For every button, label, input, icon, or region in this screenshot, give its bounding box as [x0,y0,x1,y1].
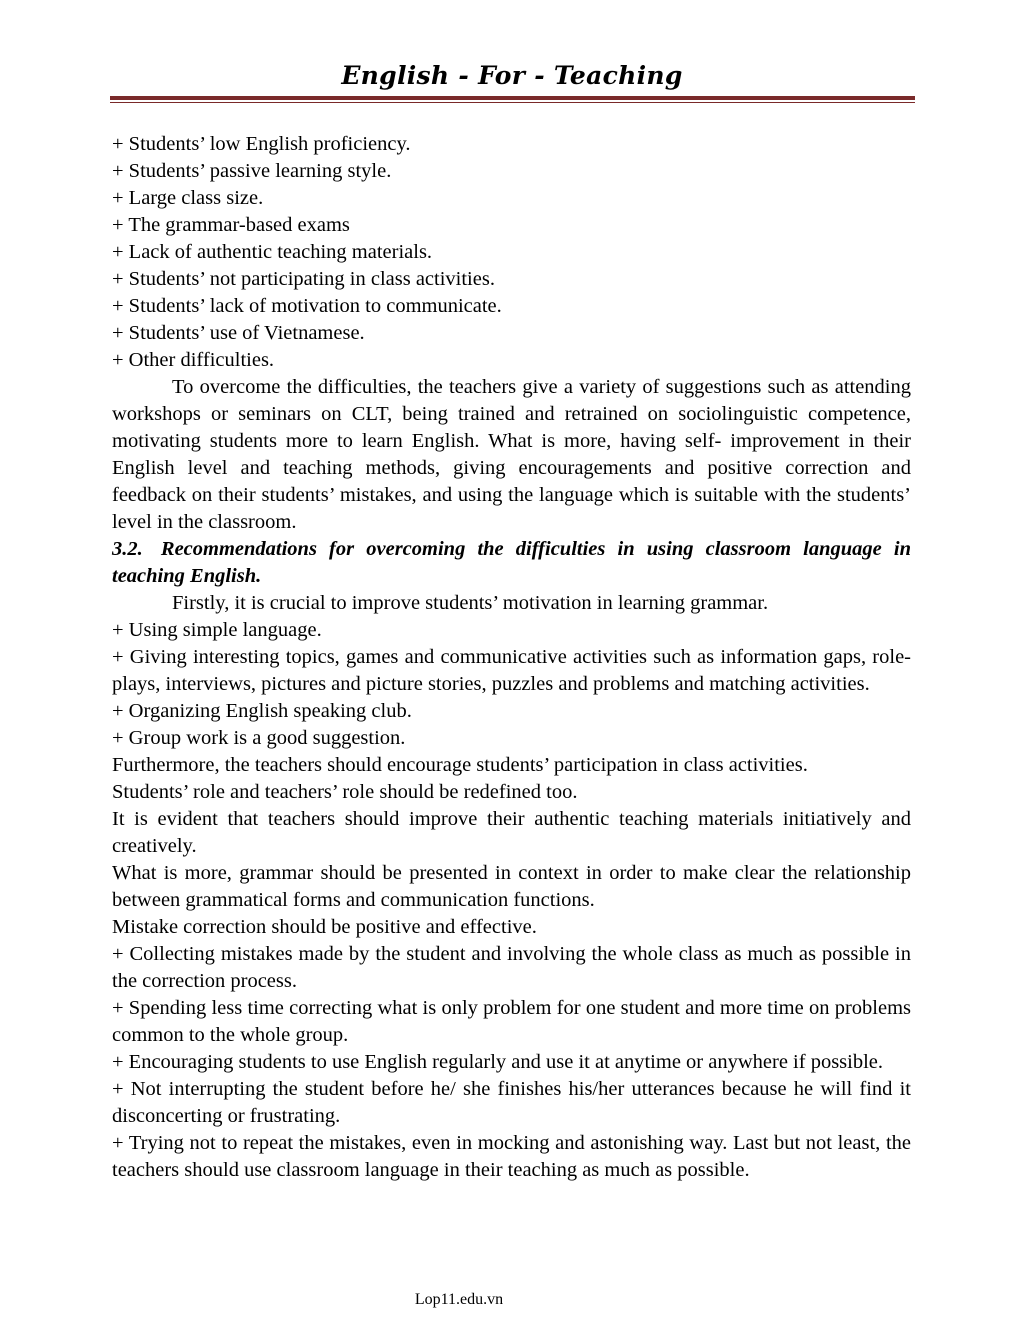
difficulty-item: + Students’ passive learning style. [112,160,392,182]
recommendation-paragraph: What is more, grammar should be presented in context in order to make clear the relationship between grammatical forms and communication functions. [112,862,911,911]
suggestions-paragraph: To overcome the difficulties, the teachers give a variety of suggestions such as attending workshops or seminars on CLT, being trained and retrained on sociolinguistic competence, motivating students more to learn English. What is more, having self- improvement in their English level and teaching methods, giving encouragements and positive correction and feedback on their students’ mistakes, and using the language which is suitable with the students’ level in the classroom. [112,376,911,533]
recommendation-item: + Using simple language. [112,619,322,641]
difficulty-item: + The grammar-based exams [112,214,350,236]
recommendation-paragraph: It is evident that teachers should improve their authentic teaching materials initiatively and creatively. [112,808,911,857]
recommendation-paragraph: Furthermore, the teachers should encourage students’ participation in class activities. [112,754,808,776]
page-footer: Lop11.edu.vn [414,1291,504,1308]
recommendation-item: + Trying not to repeat the mistakes, even in mocking and astonishing way. Last but not least, the teachers should use classroom language in their teaching as much as possible. [112,1132,911,1181]
difficulty-item: + Students’ low English proficiency. [112,133,411,155]
difficulty-item: + Students’ lack of motivation to communicate. [112,295,502,317]
header-rule-thick [110,96,915,100]
recommendation-paragraph: Students’ role and teachers’ role should be redefined too. [112,781,578,803]
header-rule-thin [110,102,915,103]
difficulty-item: + Large class size. [112,187,264,209]
recommendation-item: + Not interrupting the student before he/ she finishes his/her utterances because he will find it disconcerting or frustrating. [112,1078,911,1127]
difficulty-item: + Students’ use of Vietnamese. [112,322,365,344]
recommendation-item: + Encouraging students to use English regularly and use it at anytime or anywhere if possible. [112,1051,884,1073]
recommendation-item: + Organizing English speaking club. [112,700,412,722]
recommendation-item: + Spending less time correcting what is only problem for one student and more time on problems common to the whole group. [112,997,911,1046]
recommendation-item: + Collecting mistakes made by the student and involving the whole class as much as possible in the correction process. [112,943,911,992]
recommendation-item: + Giving interesting topics, games and communicative activities such as information gaps, role-plays, interviews, pictures and picture stories, puzzles and problems and matching activities. [112,646,911,695]
recommendation-item: + Group work is a good suggestion. [112,727,406,749]
difficulty-item: + Other difficulties. [112,349,275,371]
section-number: 3.2. [112,538,143,560]
difficulty-item: + Lack of authentic teaching materials. [112,241,433,263]
page-header: English - For - Teaching [341,61,683,90]
recommendation-intro: Firstly, it is crucial to improve students’ motivation in learning grammar. [172,592,769,614]
recommendation-paragraph: Mistake correction should be positive and effective. [112,916,537,938]
document-body [112,131,911,1184]
section-title: Recommendations for overcoming the difficulties in using classroom language in teaching English. [112,538,911,587]
difficulty-item: + Students’ not participating in class activities. [112,268,495,290]
section-heading [112,536,911,590]
